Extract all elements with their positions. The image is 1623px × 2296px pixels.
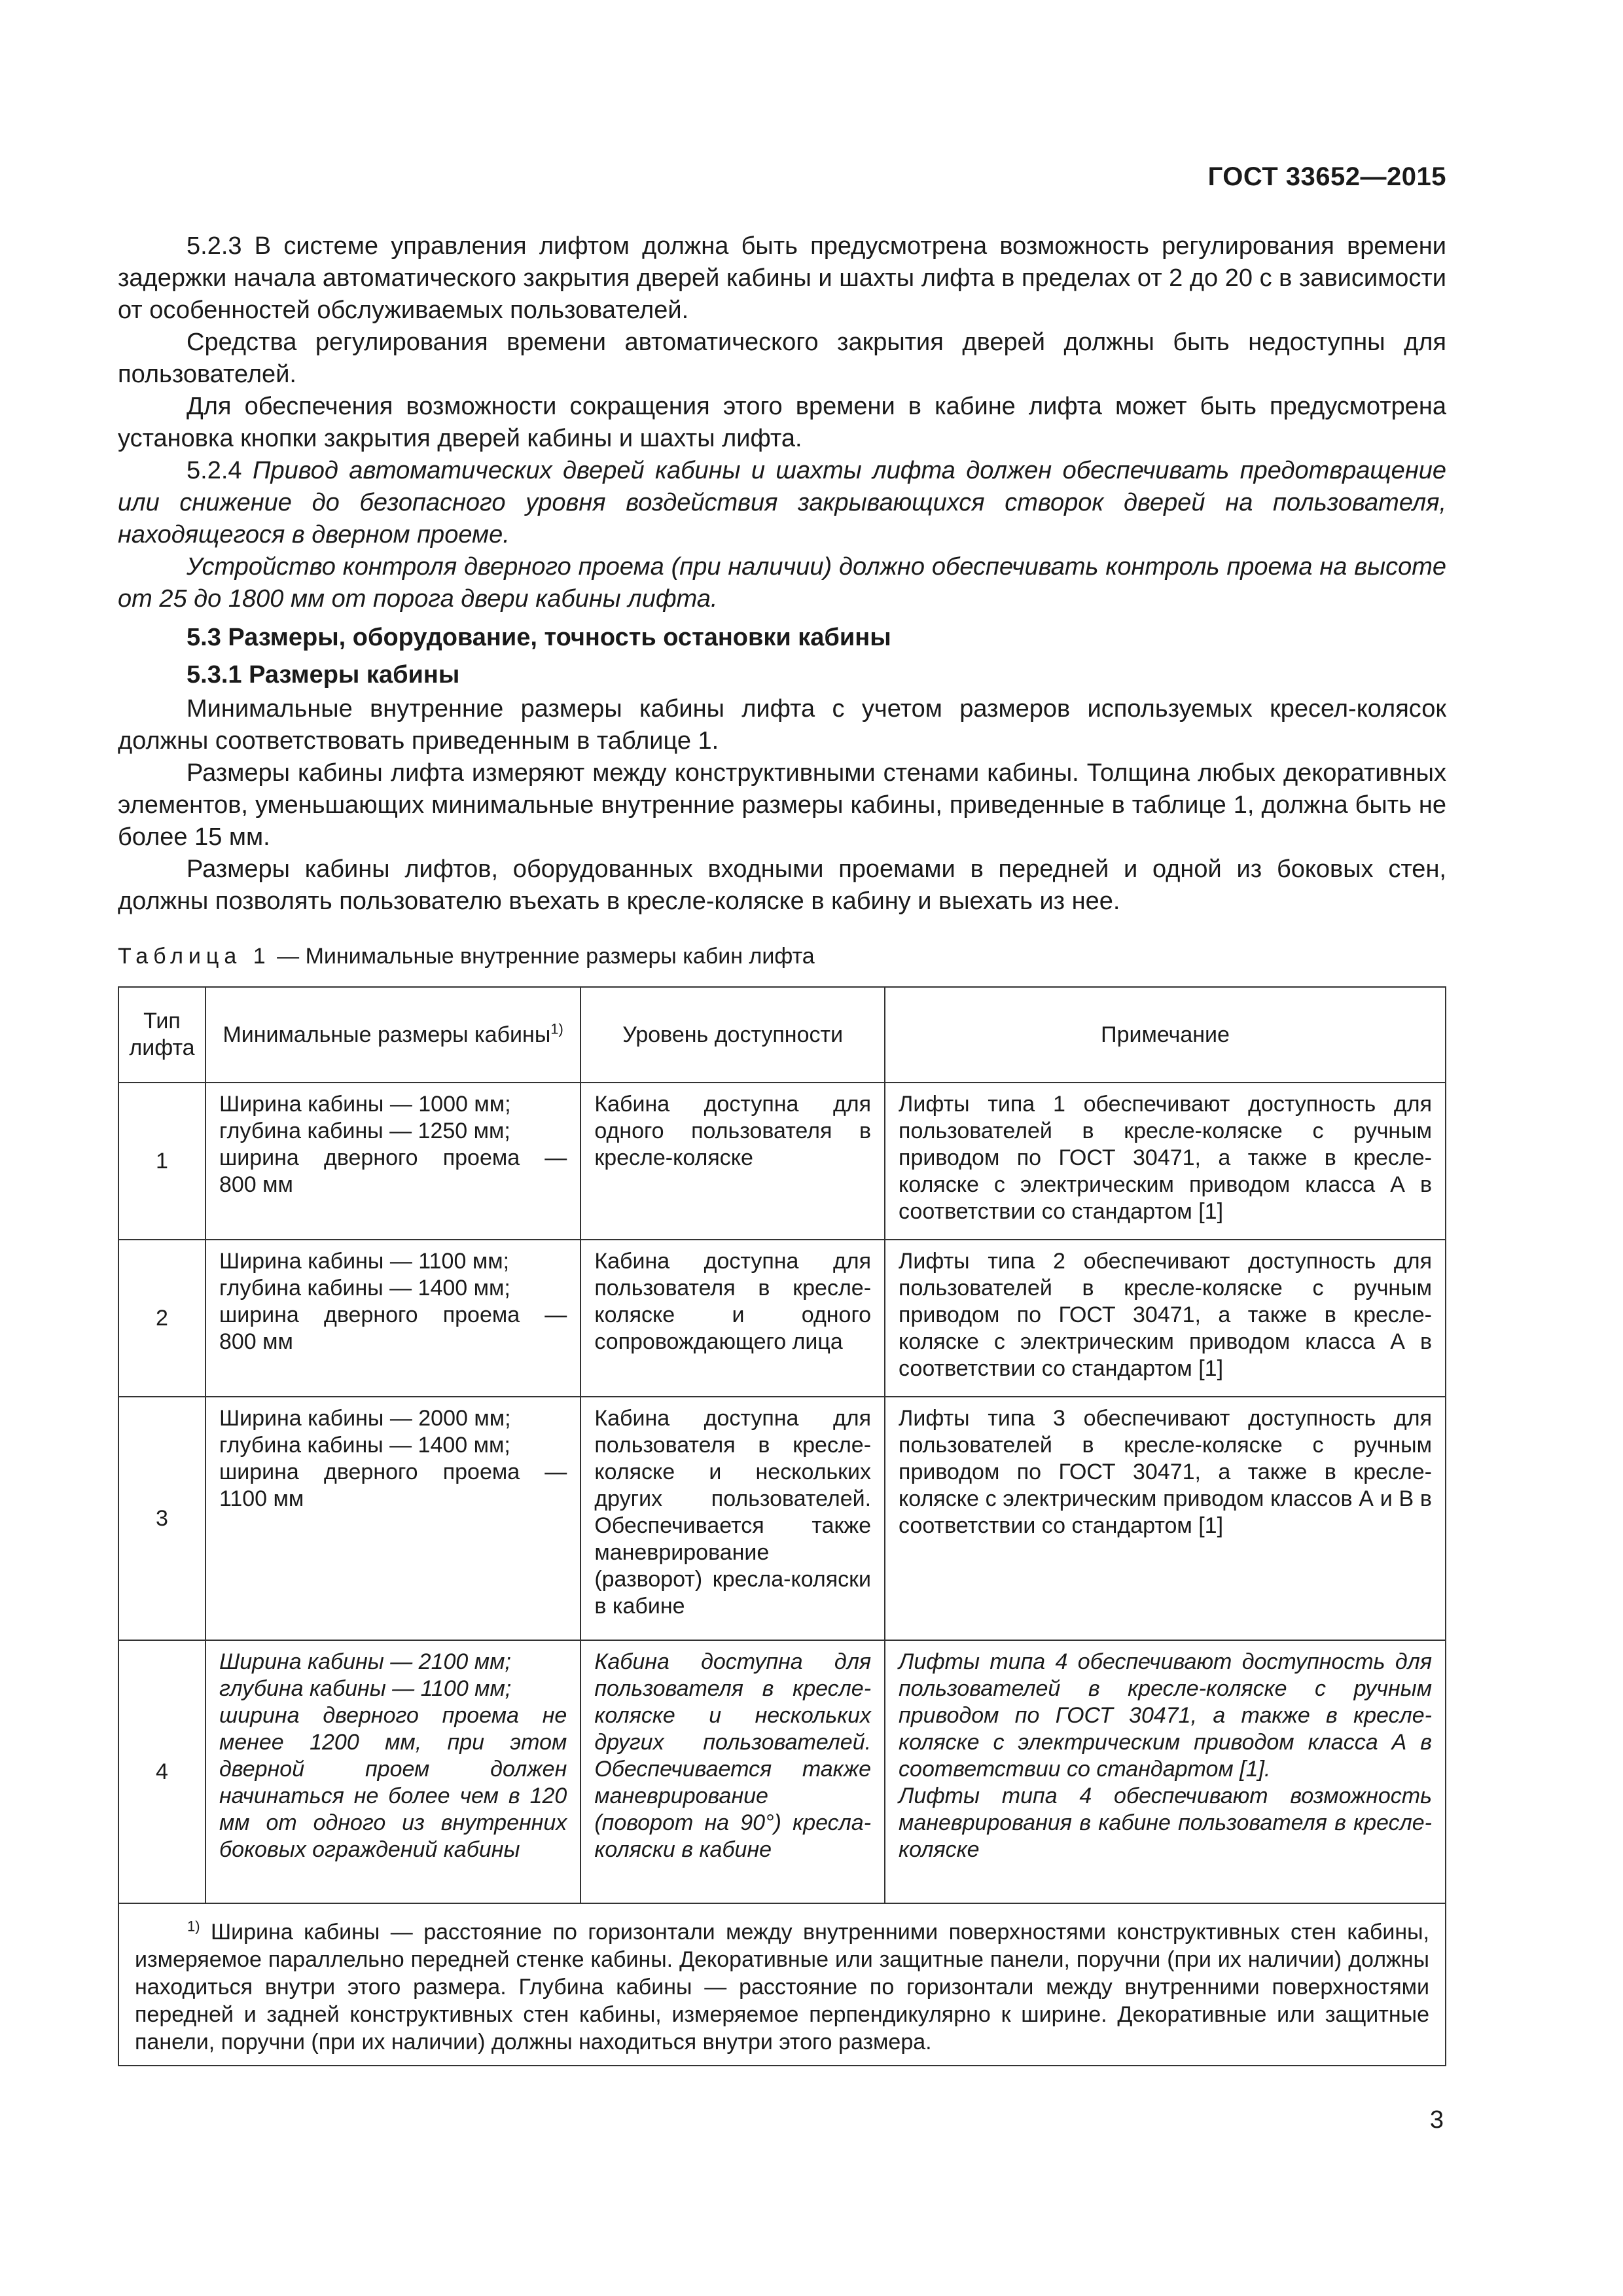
- lift-type-cell: 2: [118, 1240, 205, 1397]
- clause-number: 5.2.4: [187, 457, 242, 484]
- accessibility-cell: Кабина доступна для пользователя в кресле-коляске и нескольких других пользователей. Обеспечивается также маневрирование (поворот на 90°) кресла-коляски в кабине: [580, 1640, 885, 1903]
- sizes-cell: Ширина кабины — 2000 мм; глубина кабины — 1400 мм; ширина дверного проема — 1100 мм: [205, 1397, 580, 1640]
- page-number: 3: [1429, 2106, 1444, 2134]
- cabin-dimensions-table: [118, 986, 1446, 2066]
- table-footnote-row: [118, 1903, 1446, 2066]
- body-text: [118, 230, 1446, 918]
- paragraph: [118, 551, 1446, 615]
- clause-text: Устройство контроля дверного проема (при наличии) должно обеспечивать контроль проема на высоте от 25 до 1800 мм от порога двери кабины лифта.: [118, 553, 1446, 613]
- accessibility-cell: Кабина доступна для одного пользователя в кресле-коляске: [580, 1083, 885, 1240]
- lift-type-cell: 3: [118, 1397, 205, 1640]
- table-footnote: [118, 1903, 1446, 2066]
- standard-code: ГОСТ 33652—2015: [1207, 162, 1446, 191]
- header-accessibility: Уровень доступности: [580, 987, 885, 1083]
- table-caption: [118, 944, 815, 969]
- sizes-cell: Ширина кабины — 2100 мм; глубина кабины — 1100 мм; ширина дверного проема не менее 1200 мм, при этом дверной проем должен начинаться не более чем в 120 мм от одного из внутренних боковых ограждений кабины: [205, 1640, 580, 1903]
- header-lift-type: Тип лифта: [118, 987, 205, 1083]
- section-heading-5-3: 5.3 Размеры, оборудование, точность остановки кабины: [187, 624, 891, 651]
- note-cell: Лифты типа 3 обеспечивают доступность для пользователей в кресле-коляске с ручным приводом по ГОСТ 30471, а также в кресле-коляске с электрическим приводом классов А и В в соответствии со стандартом [1]: [885, 1397, 1446, 1640]
- footnote-text: Ширина кабины — расстояние по горизонтали между внутренними поверхностями конструктивных стен кабины, измеряемое параллельно передней стенке кабины. Декоративные или защитные панели, поручни (при их наличии) должны находиться внутри этого размера. Глубина кабины — расстояние по горизонтали между внутренними поверхностями передней и задней конструктивных стен кабины, измеряемое перпендикулярно к ширине. Декоративные или защитные панели, поручни (при их наличии) должны находиться внутри этого размера.: [135, 1920, 1429, 2054]
- header-note: Примечание: [885, 987, 1446, 1083]
- paragraph: Для обеспечения возможности сокращения этого времени в кабине лифта может быть предусмотрена установка кнопки закрытия дверей кабины и шахты лифта.: [118, 393, 1446, 452]
- accessibility-cell: Кабина доступна для пользователя в кресле-коляске и нескольких других пользователей. Обеспечивается также маневрирование (разворот) кресла-коляски в кабине: [580, 1397, 885, 1640]
- lift-type-cell: 1: [118, 1083, 205, 1240]
- header-min-sizes: Минимальные размеры кабины$^{1)}$: [205, 987, 580, 1083]
- sizes-cell: Ширина кабины — 1000 мм; глубина кабины — 1250 мм; ширина дверного проема — 800 мм: [205, 1083, 580, 1240]
- footnote-mark: 1): [187, 1918, 200, 1935]
- table-row: [118, 1640, 1446, 1903]
- table-caption-text: — Минимальные внутренние размеры кабин лифта: [270, 944, 815, 969]
- paragraph: Размеры кабины лифта измеряют между конструктивными стенами кабины. Толщина любых декоративных элементов, уменьшающих минимальные внутренние размеры кабины, приведенные в таблице 1, должна быть не более 15 мм.: [118, 759, 1446, 851]
- paragraph: Минимальные внутренние размеры кабины лифта с учетом размеров используемых кресел-колясок должны соответствовать приведенным в таблице 1.: [118, 695, 1446, 755]
- clause-text: Привод автоматических дверей кабины и шахты лифта должен обеспечивать предотвращение или снижение до безопасного уровня воздействия закрывающихся створок дверей на пользователя, находящегося в дверном проеме.: [118, 457, 1446, 548]
- table-row: [118, 1083, 1446, 1240]
- sizes-cell: Ширина кабины — 1100 мм; глубина кабины — 1400 мм; ширина дверного проема — 800 мм: [205, 1240, 580, 1397]
- note-cell: Лифты типа 2 обеспечивают доступность для пользователей в кресле-коляске с ручным приводом по ГОСТ 30471, а также в кресле-коляске с электрическим приводом класса А в соответствии со стандартом [1]: [885, 1240, 1446, 1397]
- paragraph-5-2-4: [118, 455, 1446, 551]
- lift-type-cell: 4: [118, 1640, 205, 1903]
- paragraph: Размеры кабины лифтов, оборудованных входными проемами в передней и одной из боковых стен, должны позволять пользователю въехать в кресле-коляске в кабину и выехать из нее.: [118, 855, 1446, 915]
- table-header-row: [118, 987, 1446, 1083]
- accessibility-cell: Кабина доступна для пользователя в кресле-коляске и одного сопровождающего лица: [580, 1240, 885, 1397]
- paragraph: Средства регулирования времени автоматического закрытия дверей должны быть недоступны для пользователей.: [118, 329, 1446, 388]
- table-row: [118, 1240, 1446, 1397]
- table-row: [118, 1397, 1446, 1640]
- table-caption-label: Таблица 1: [118, 944, 271, 969]
- paragraph-5-2-3: 5.2.3 В системе управления лифтом должна быть предусмотрена возможность регулирования времени задержки начала автоматического закрытия дверей кабины и шахты лифта в пределах от 2 до 20 с в зависимости от особенностей обслуживаемых пользователей.: [118, 232, 1446, 324]
- section-heading-5-3-1: 5.3.1 Размеры кабины: [187, 661, 460, 689]
- note-cell: Лифты типа 4 обеспечивают доступность для пользователей в кресле-коляске с ручным приводом по ГОСТ 30471, а также в кресле-коляске с электрическим приводом класса А в соответствии со стандартом [1]. Лифты типа 4 обеспечивают возможность маневрирования в кабине пользователя в кресле-коляске: [885, 1640, 1446, 1903]
- note-cell: Лифты типа 1 обеспечивают доступность для пользователей в кресле-коляске с ручным приводом по ГОСТ 30471, а также в кресле-коляске с электрическим приводом класса А в соответствии со стандартом [1]: [885, 1083, 1446, 1240]
